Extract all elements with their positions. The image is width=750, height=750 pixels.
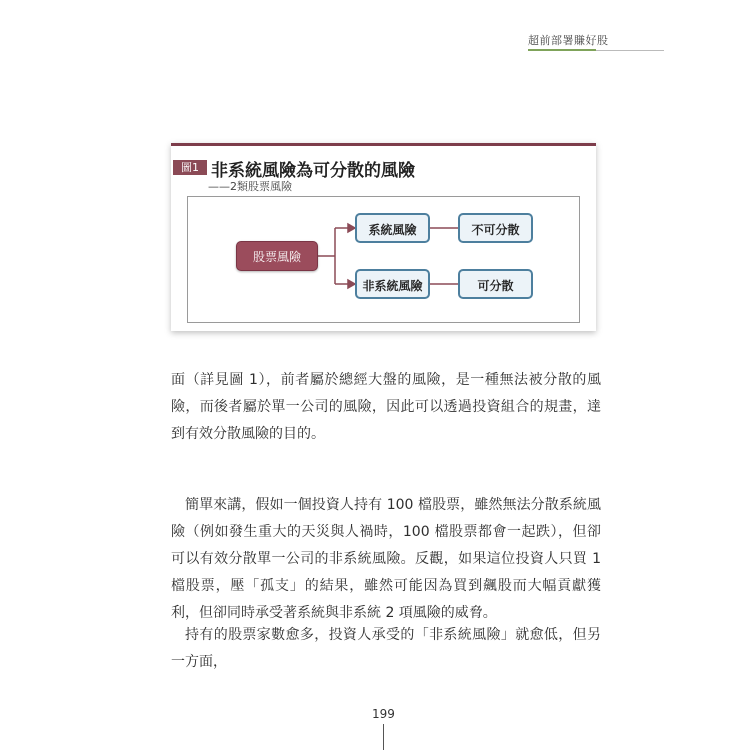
running-header: 超前部署賺好股 [528,34,609,47]
stock-risk-node: 股票風險 [236,241,318,271]
undiversifiable-node: 不可分散 [458,213,533,243]
figure-top-bar [171,143,596,146]
figure-tag: 圖1 [173,160,207,175]
paragraph-1: 面（詳見圖 1），前者屬於總經大盤的風險，是一種無法被分散的風險，而後者屬於單一公司的風險，因此可以透過投資組合的規畫，達到有效分散風險的目的。 [171,372,601,442]
diversifiable-node: 可分散 [458,269,533,299]
header-rule-accent [528,49,596,51]
figure-title: 非系統風險為可分散的風險 [211,161,415,181]
page-number: 199 [372,707,395,721]
non-systematic-risk-node: 非系統風險 [355,269,430,299]
paragraph-3: 持有的股票家數愈多，投資人承受的「非系統風險」就愈低，但另一方面， [171,627,601,670]
arrow-upper [348,224,355,232]
figure-subtitle: ——2類股票風險 [208,180,292,193]
page-number-tick [383,724,384,750]
figure-1 [171,143,596,331]
systematic-risk-node: 系統風險 [355,213,430,243]
paragraph-2: 簡單來講，假如一個投資人持有 100 檔股票，雖然無法分散系統風險（例如發生重大的天災與人禍時，100 檔股票都會一起跌），但卻可以有效分散單一公司的非系統風險。反觀，如果這位投資人只買 1 檔股票，壓「孤支」的結果，雖然可能因為買到飆股而大幅貢獻獲利，但卻同時承受著系統與非系統 2 項風險的威脅。 [171,497,601,621]
diagram-frame [187,196,580,323]
arrow-lower [348,280,355,288]
header-rule [596,50,664,51]
